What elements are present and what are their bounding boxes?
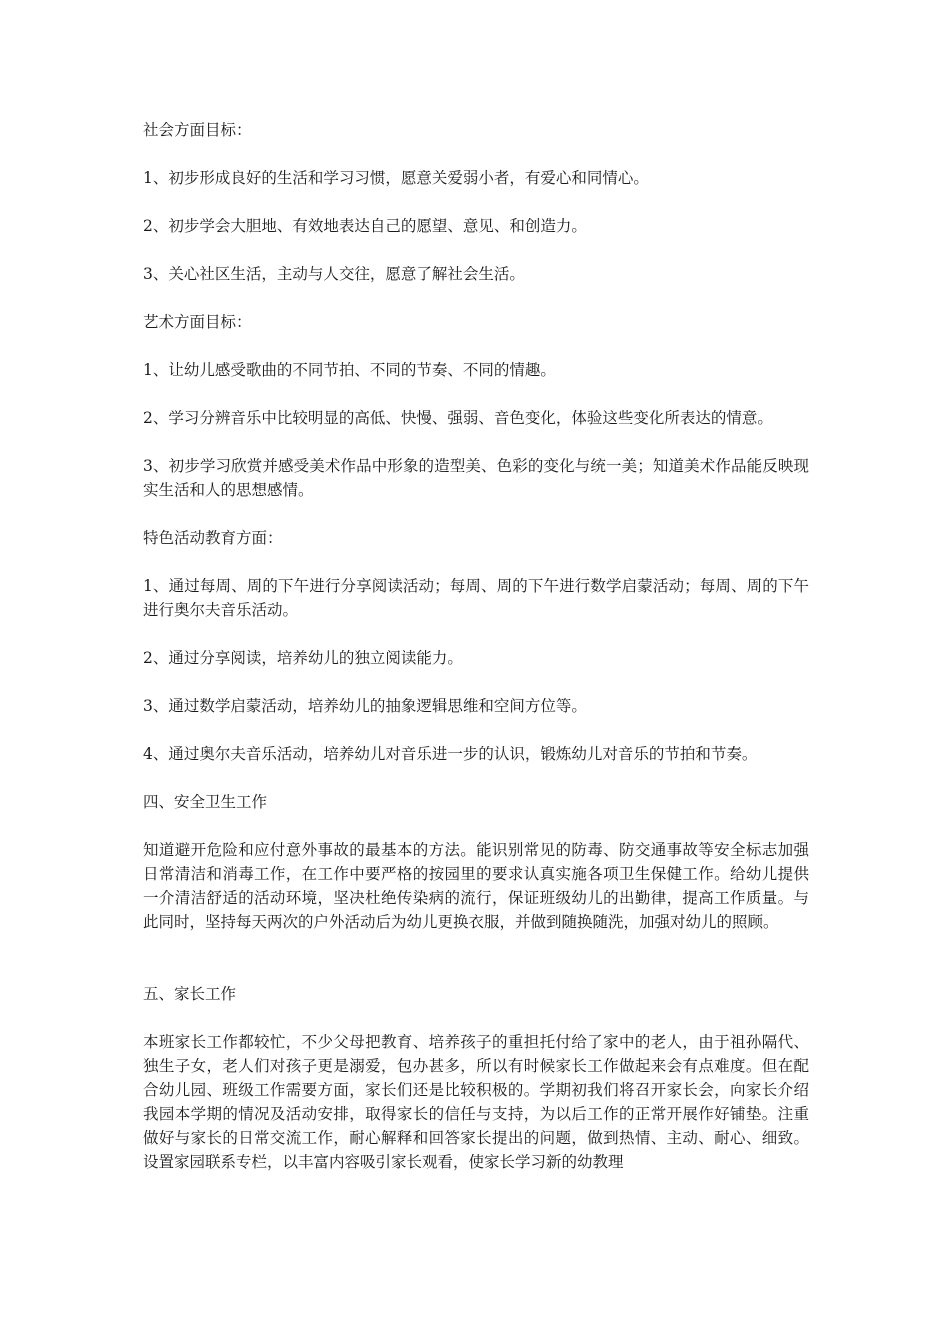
art-goal-3: 3、初步学习欣赏并感受美术作品中形象的造型美、色彩的变化与统一美；知道美术作品能反映现实生活和人的思想感情。 bbox=[143, 457, 809, 499]
social-goal-3: 3、关心社区生活，主动与人交往，愿意了解社会生活。 bbox=[143, 265, 525, 283]
art-goal-1: 1、让幼儿感受歌曲的不同节拍、不同的节奏、不同的情趣。 bbox=[143, 361, 556, 379]
special-activity-1: 1、通过每周、周的下午进行分享阅读活动；每周、周的下午进行数学启蒙活动；每周、周的下午进行奥尔夫音乐活动。 bbox=[143, 577, 809, 619]
heading-art-goals: 艺术方面目标： bbox=[143, 313, 252, 331]
heading-parent-work: 五、家长工作 bbox=[143, 985, 237, 1003]
safety-hygiene-body: 知道避开危险和应付意外事故的最基本的方法。能识别常见的防毒、防交通事故等安全标志加强日常清洁和消毒工作，在工作中要严格的按园里的要求认真实施各项卫生保健工作。给幼儿提供一介清洁舒适的活动环境，坚决杜绝传染病的流行，保证班级幼儿的出勤律，提高工作质量。与此同时，坚持每天两次的户外活动后为幼儿更换衣服，并做到随换随洗，加强对幼儿的照顾。 bbox=[143, 841, 809, 931]
special-activity-4: 4、通过奥尔夫音乐活动，培养幼儿对音乐进一步的认识，锻炼幼儿对音乐的节拍和节奏。 bbox=[143, 745, 758, 763]
parent-work-body: 本班家长工作都较忙，不少父母把教育、培养孩子的重担托付给了家中的老人，由于祖孙隔代、独生子女，老人们对孩子更是溺爱，包办甚多，所以有时候家长工作做起来会有点难度。但在配合幼儿园、班级工作需要方面，家长们还是比较积极的。学期初我们将召开家长会，向家长介绍我园本学期的情况及活动安排，取得家长的信任与支持，为以后工作的正常开展作好铺垫。注重做好与家长的日常交流工作，耐心解释和回答家长提出的问题，做到热情、主动、耐心、细致。设置家园联系专栏，以丰富内容吸引家长观看，使家长学习新的幼教理 bbox=[143, 1033, 809, 1171]
heading-special-activities: 特色活动教育方面： bbox=[143, 529, 283, 547]
heading-safety-hygiene: 四、安全卫生工作 bbox=[143, 793, 268, 811]
social-goal-1: 1、初步形成良好的生活和学习习惯，愿意关爱弱小者，有爱心和同情心。 bbox=[143, 169, 649, 187]
social-goal-2: 2、初步学会大胆地、有效地表达自己的愿望、意见、和创造力。 bbox=[143, 217, 587, 235]
special-activity-2: 2、通过分享阅读，培养幼儿的独立阅读能力。 bbox=[143, 649, 463, 667]
art-goal-2: 2、学习分辨音乐中比较明显的高低、快慢、强弱、音色变化，体验这些变化所表达的情意。 bbox=[143, 409, 773, 427]
special-activity-3: 3、通过数学启蒙活动，培养幼儿的抽象逻辑思维和空间方位等。 bbox=[143, 697, 587, 715]
heading-social-goals: 社会方面目标： bbox=[143, 121, 252, 139]
